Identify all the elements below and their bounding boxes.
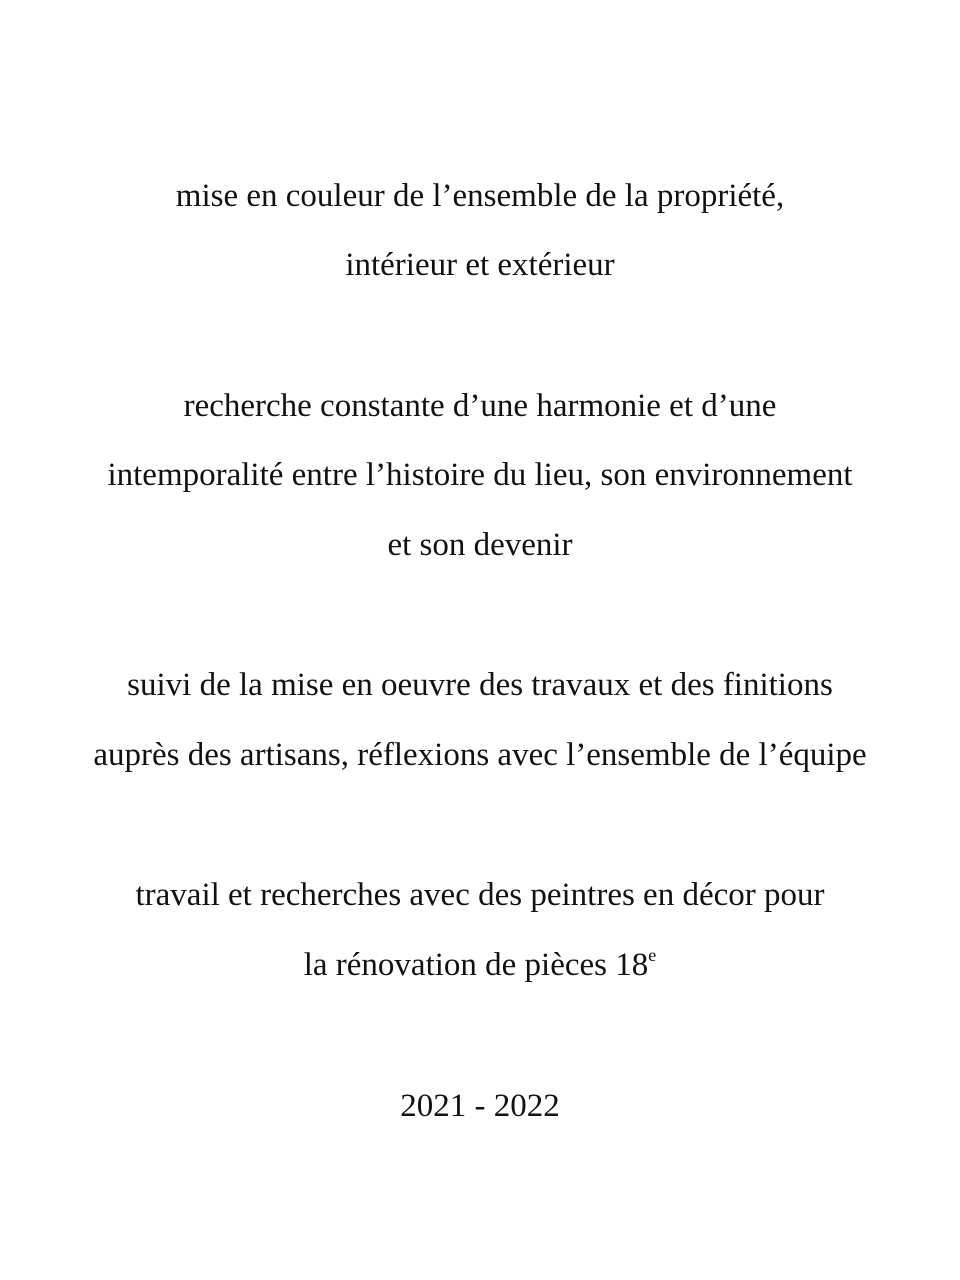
paragraph-4-line-2-text: la rénovation de pièces 18 bbox=[303, 947, 649, 983]
paragraph-4-line-1: travail et recherches avec des peintres en décor pour bbox=[135, 877, 825, 913]
paragraph-3-line-2: auprès des artisans, réflexions avec l’ensemble de l’équipe bbox=[93, 737, 867, 773]
paragraph-1-line-1: mise en couleur de l’ensemble de la propriété, bbox=[175, 178, 785, 214]
date-range: 2021 - 2022 bbox=[400, 1088, 560, 1124]
paragraph-1-line-2: intérieur et extérieur bbox=[345, 247, 615, 283]
paragraph-2-line-1: recherche constante d’une harmonie et d’une bbox=[183, 388, 777, 424]
paragraph-4-line-2 bbox=[0, 945, 960, 985]
paragraph-2-line-2: intemporalité entre l’histoire du lieu, son environnement bbox=[107, 457, 853, 493]
paragraph-3-line-1: suivi de la mise en oeuvre des travaux et des finitions bbox=[127, 667, 833, 703]
paragraph-2-line-3: et son devenir bbox=[387, 527, 573, 563]
superscript-e: e bbox=[648, 945, 657, 965]
